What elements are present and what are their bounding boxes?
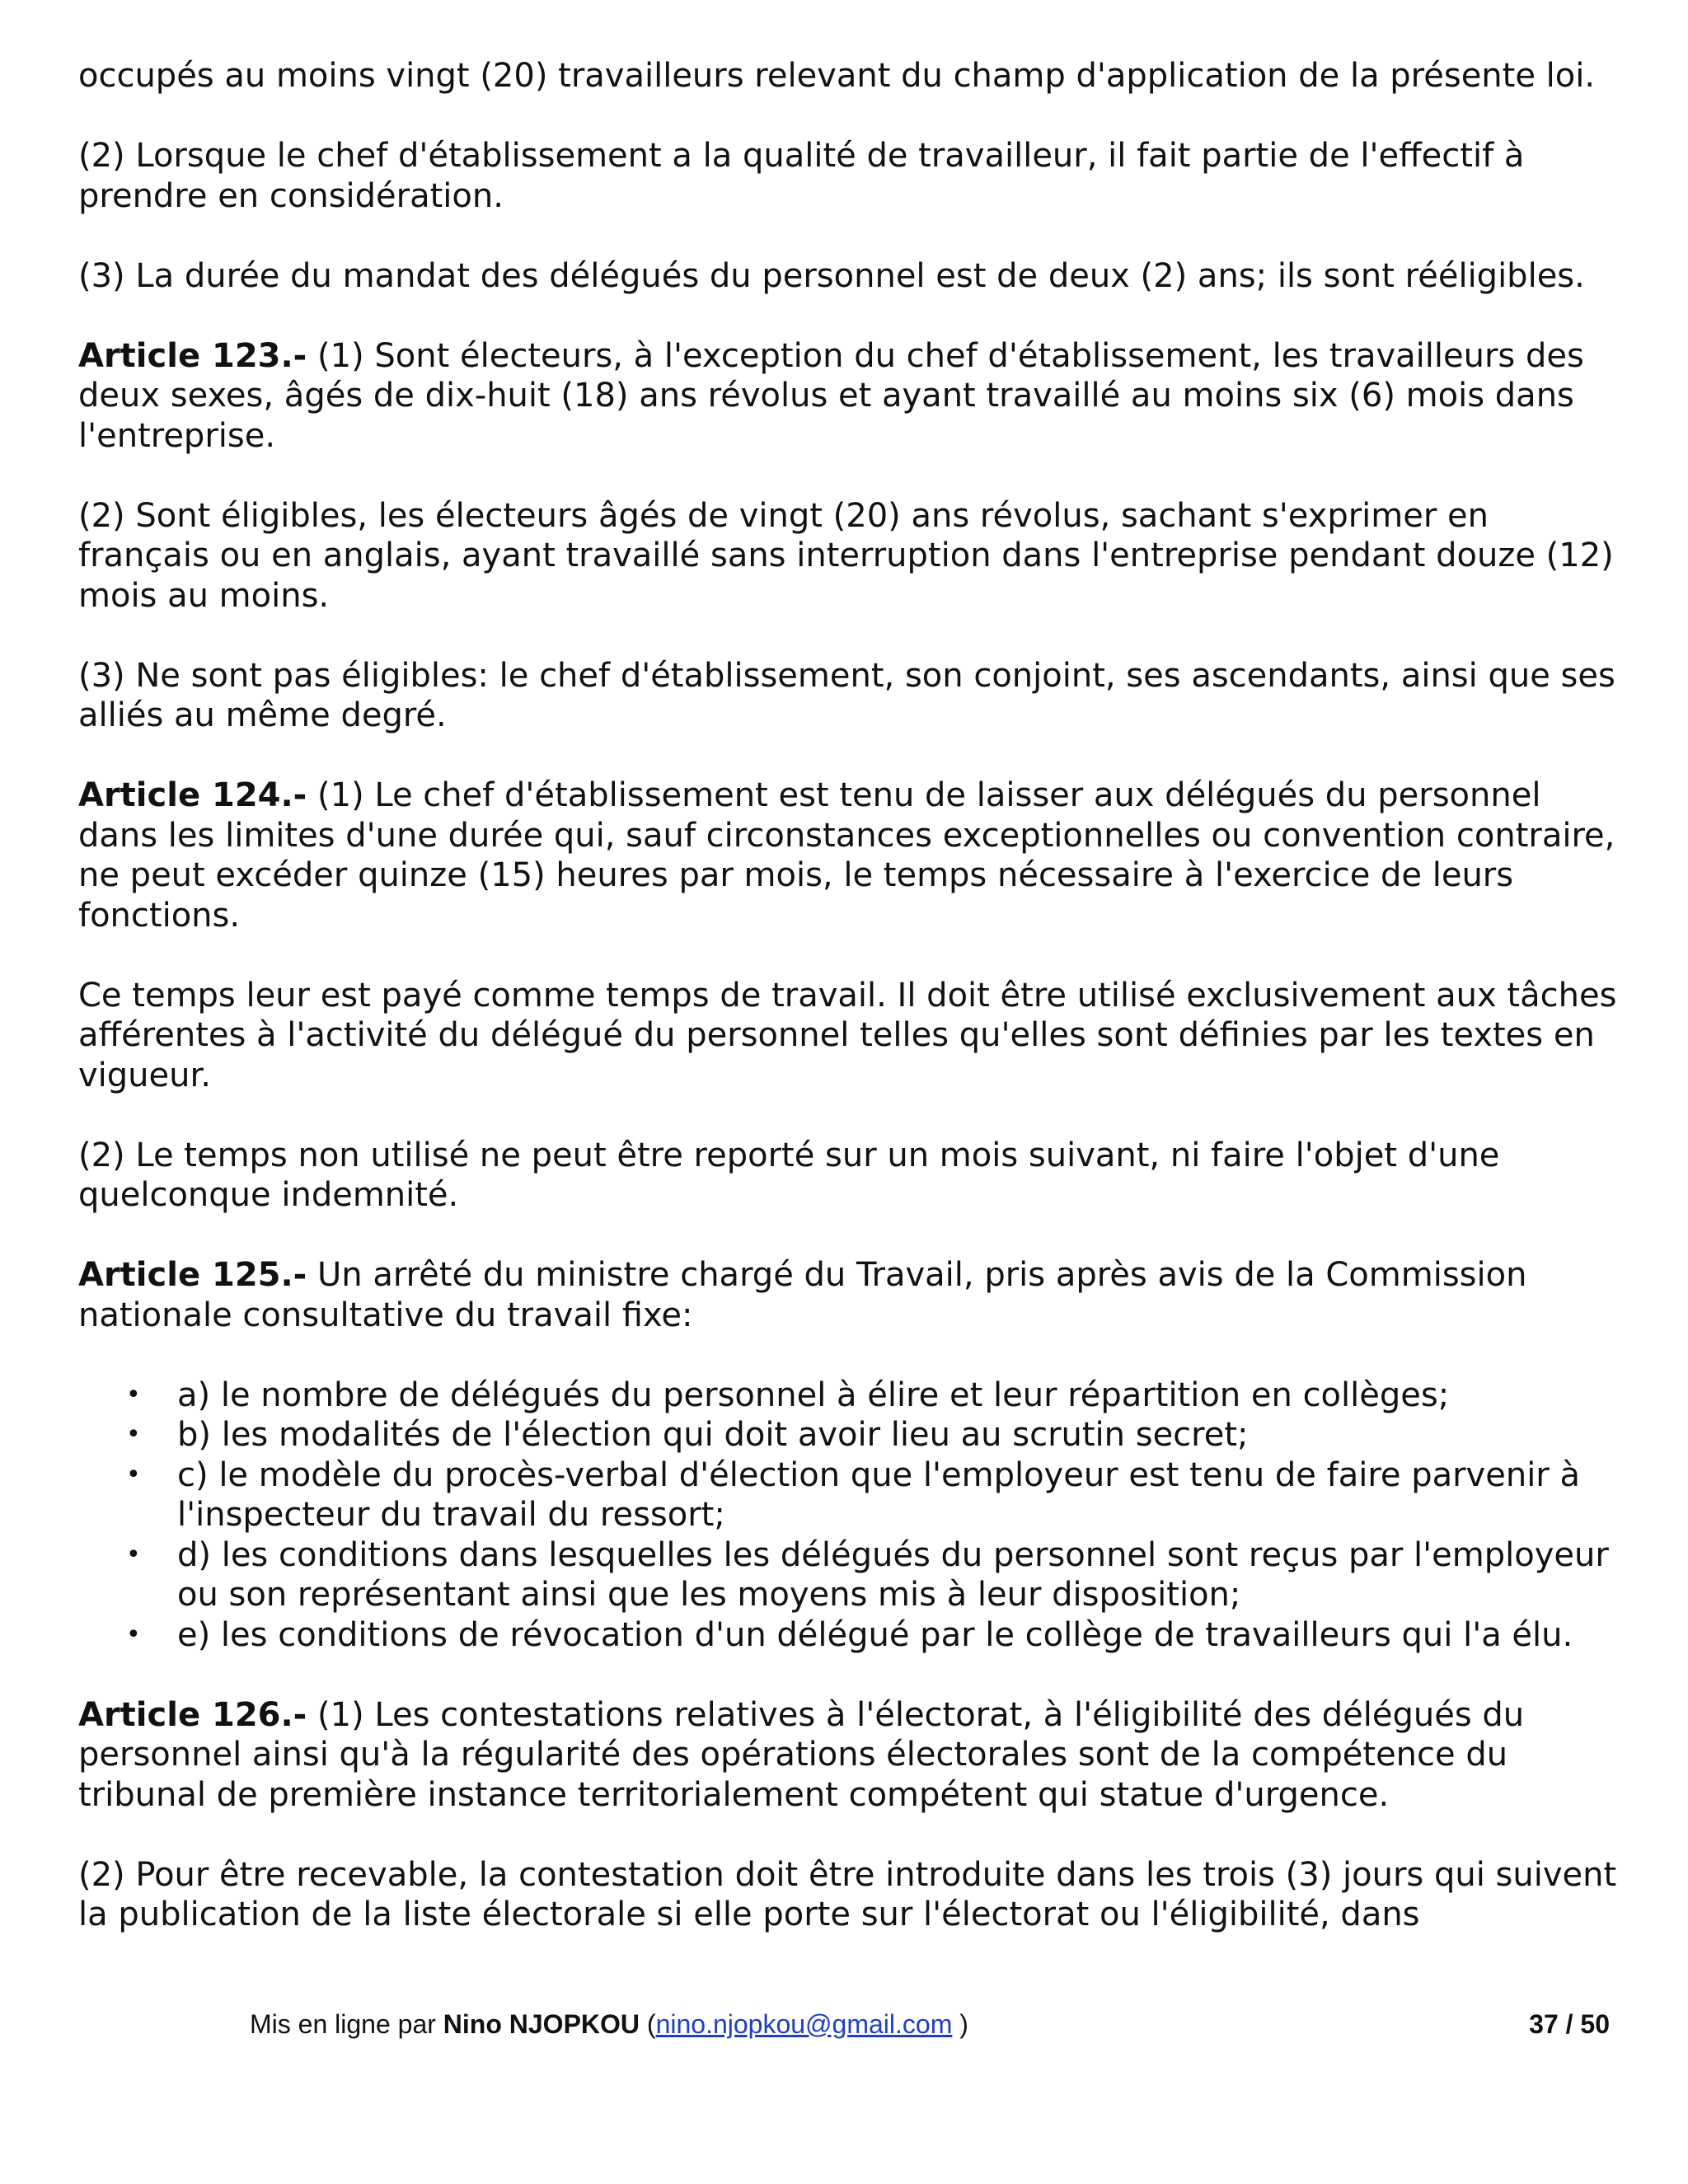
bullet-icon: • xyxy=(126,1420,141,1449)
paragraph-126-2: (2) Pour être recevable, la contestation doit être introduite dans les trois (3) jours qui suivent la publication de la liste électorale si elle porte sur l'électorat ou l'éligibilité, dans xyxy=(78,1855,1617,1933)
footer-open-paren: ( xyxy=(640,2009,656,2039)
paragraph-123-2: (2) Sont éligibles, les électeurs âgés de vingt (20) ans révolus, sachant s'exprimer en français ou en anglais, ayant travaillé sans interruption dans l'entreprise pendant douze (12) mois au moins. xyxy=(78,496,1614,615)
bullet-icon: • xyxy=(126,1619,141,1649)
list-item-text: d) les conditions dans lesquelles les délégués du personnel sont reçus par l'employeur ou son représentant ainsi que les moyens mis à leur disposition; xyxy=(177,1535,1609,1614)
footer-close-paren: ) xyxy=(952,2009,968,2039)
list-item-text: a) le nombre de délégués du personnel à élire et leur répartition en collèges; xyxy=(177,1376,1450,1414)
article-125-list xyxy=(78,1376,1628,1656)
list-item xyxy=(126,1455,1628,1535)
bullet-icon: • xyxy=(126,1380,141,1409)
article-123 xyxy=(78,336,1628,457)
paragraph-122-2: (2) Lorsque le chef d'établissement a la qualité de travailleur, il fait partie de l'effectif à prendre en considération. xyxy=(78,137,1525,215)
article-125 xyxy=(78,1255,1628,1335)
document-body xyxy=(78,56,1628,1975)
article-125-title: Article 125.- xyxy=(78,1256,307,1294)
page-separator: / xyxy=(1558,2009,1581,2039)
article-124 xyxy=(78,776,1628,935)
article-124-title: Article 124.- xyxy=(78,776,307,814)
footer-credit xyxy=(250,2008,968,2041)
list-item xyxy=(126,1376,1628,1416)
list-item-text: c) le modèle du procès-verbal d'élection que l'employeur est tenu de faire parvenir à l'inspecteur du travail du ressort; xyxy=(177,1455,1580,1534)
list-item-text: b) les modalités de l'élection qui doit avoir lieu au scrutin secret; xyxy=(177,1416,1249,1454)
paragraph-124-paid-time: Ce temps leur est payé comme temps de travail. Il doit être utilisé exclusivement aux tâches afférentes à l'activité du délégué du personnel telles qu'elles sont définies par les textes en vigueur. xyxy=(78,976,1617,1094)
article-123-text: (1) Sont électeurs, à l'exception du chef d'établissement, les travailleurs des deux sexes, âgés de dix-huit (18) ans révolus et ayant travaillé au moins six (6) mois dans l'entreprise. xyxy=(78,336,1584,455)
page-current: 37 xyxy=(1529,2009,1559,2039)
article-123-title: Article 123.- xyxy=(78,336,307,375)
page-footer xyxy=(0,2008,1688,2041)
footer-prefix: Mis en ligne par xyxy=(250,2009,443,2039)
list-item xyxy=(126,1535,1628,1615)
article-126-title: Article 126.- xyxy=(78,1695,307,1734)
page-total: 50 xyxy=(1580,2009,1610,2039)
page-number xyxy=(1529,2008,1610,2041)
footer-author: Nino NJOPKOU xyxy=(443,2009,640,2039)
list-item-text: e) les conditions de révocation d'un délégué par le collège de travailleurs qui l'a élu. xyxy=(177,1615,1573,1654)
paragraph-123-3: (3) Ne sont pas éligibles: le chef d'établissement, son conjoint, ses ascendants, ainsi que ses alliés au même degré. xyxy=(78,656,1615,734)
article-126-text: (1) Les contestations relatives à l'électorat, à l'éligibilité des délégués du personnel ainsi qu'à la régularité des opérations électorales sont de la compétence du tribunal de première instance territorialement compétent qui statue d'urgence. xyxy=(78,1695,1525,1814)
footer-email-link[interactable]: nino.njopkou@gmail.com xyxy=(655,2009,953,2039)
list-item xyxy=(126,1615,1628,1656)
article-126 xyxy=(78,1695,1628,1816)
paragraph-continuation: occupés au moins vingt (20) travailleurs relevant du champ d'application de la présente loi. xyxy=(78,57,1596,95)
paragraph-122-3: (3) La durée du mandat des délégués du personnel est de deux (2) ans; ils sont rééligibles. xyxy=(78,256,1585,295)
paragraph-124-2: (2) Le temps non utilisé ne peut être reporté sur un mois suivant, ni faire l'objet d'une quelconque indemnité. xyxy=(78,1136,1500,1214)
list-item xyxy=(126,1415,1628,1455)
article-124-text: (1) Le chef d'établissement est tenu de laisser aux délégués du personnel dans les limites d'une durée qui, sauf circonstances exceptionnelles ou convention contraire, ne peut excéder quinze (15) heures par mois, le temps nécessaire à l'exercice de leurs fonctions. xyxy=(78,776,1615,935)
bullet-icon: • xyxy=(126,1540,141,1569)
bullet-icon: • xyxy=(126,1460,141,1489)
article-125-text: Un arrêté du ministre chargé du Travail, pris après avis de la Commission nationale consultative du travail fixe: xyxy=(78,1256,1527,1334)
